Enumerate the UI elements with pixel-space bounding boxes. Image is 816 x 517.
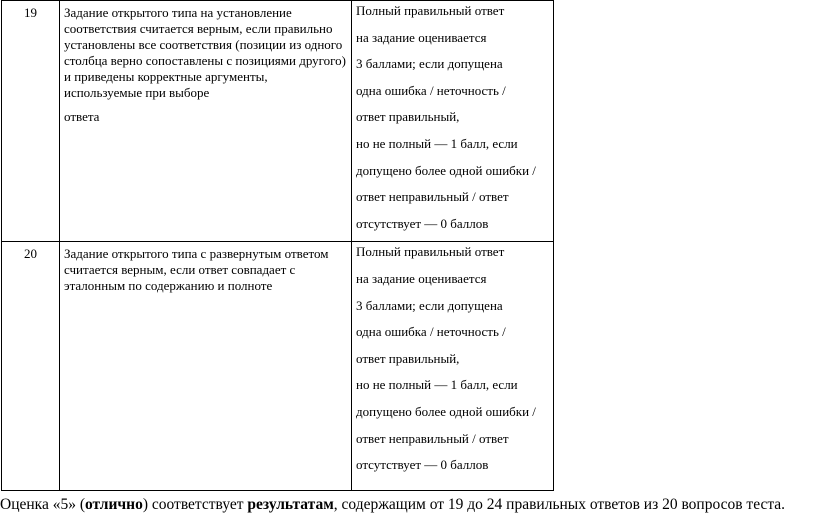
criteria-line: одна ошибка / неточность / [356, 324, 506, 340]
scoring-criteria [352, 1, 554, 242]
criteria-line: ответ правильный, [356, 350, 460, 366]
grade-word: отлично [85, 496, 143, 513]
scoring-table [1, 0, 554, 491]
task-text-continuation: ответа [64, 109, 100, 124]
criteria-line: на задание оценивается [356, 29, 487, 45]
criteria-line: ответ неправильный / ответ [356, 430, 509, 446]
criteria-line: Полный правильный ответ [356, 244, 505, 260]
grade-note-text: ) соответствует [142, 496, 248, 513]
grade-note-text: Оценка «5» ( [0, 496, 86, 513]
task-text: Задание открытого типа на установление соответствия считается верным, если правильно установлены все соответствия (позиции из одного столбца верно сопоставлены с позициями другого) и приведены корректные аргументы, используемые при выборе [64, 5, 347, 100]
criteria-line: ответ неправильный / ответ [356, 189, 509, 205]
criteria-line: но не полный — 1 балл, если [356, 377, 518, 393]
task-description [60, 242, 352, 491]
results-word: результатам [247, 496, 334, 513]
criteria-line: на задание оценивается [356, 270, 487, 286]
criteria-line: допущено более одной ошибки / [356, 403, 536, 419]
table-row [2, 1, 554, 242]
grade-note [0, 496, 785, 514]
criteria-line: 3 баллами; если допущена [356, 297, 503, 313]
question-number: 20 [2, 242, 60, 491]
criteria-line: но не полный — 1 балл, если [356, 135, 518, 151]
criteria-line: 3 баллами; если допущена [356, 56, 503, 72]
criteria-line: отсутствует — 0 баллов [356, 457, 489, 473]
table-row [2, 242, 554, 491]
grade-note-text: , содержащим от 19 до 24 правильных ответов из 20 вопросов теста. [333, 496, 786, 513]
criteria-line: Полный правильный ответ [356, 3, 505, 18]
criteria-line: отсутствует — 0 баллов [356, 215, 489, 231]
task-description [60, 1, 352, 242]
criteria-line: ответ правильный, [356, 109, 460, 125]
question-number: 19 [2, 1, 60, 242]
scoring-criteria [352, 242, 554, 491]
criteria-line: допущено более одной ошибки / [356, 162, 536, 178]
task-text: Задание открытого типа с развернутым ответом считается верным, если ответ совпадает с эталонным по содержанию и полноте [64, 246, 329, 294]
criteria-line: одна ошибка / неточность / [356, 82, 506, 98]
